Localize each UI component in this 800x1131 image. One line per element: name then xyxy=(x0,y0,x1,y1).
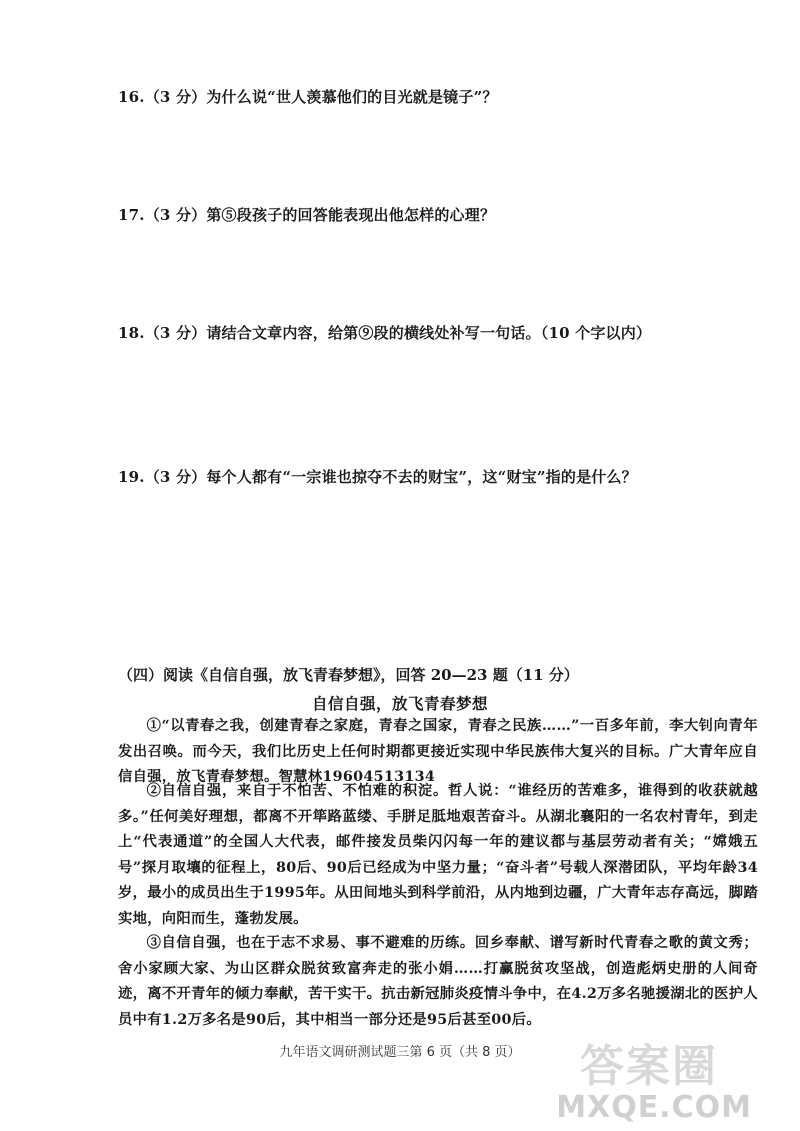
page-footer: 九年语文调研测试题三第 6 页（共 8 页） xyxy=(279,1045,521,1060)
section-heading: （四）阅读《自信自强，放飞青春梦想》，回答 20—23 题（11 分） xyxy=(118,666,579,684)
paragraph-3: ③自信自强，也在于志不求易、事不避难的历练。回乡奉献、谱写新时代青春之歌的黄文秀；舍小家顾大家、为山区群众脱贫致富奔走的张小娟……打赢脱贫攻坚战，创造彪炳史册的人间奇迹，离不开青年的倾力奉献，苦干实干。抗击新冠肺炎疫情斗争中，在4.2万多名驰援湖北的医护人员中有1.2万多名是90后，其中相当一部分还是95后甚至00后。 xyxy=(118,935,758,1028)
paragraph-2: ②自信自强，来自于不怕苦、不怕难的积淀。哲人说：“谁经历的苦难多，谁得到的收获就越多。”任何美好理想，都离不开筚路蓝缕、手胼足胝地艰苦奋斗。从湖北襄阳的一名农村青年，到走上“代表通道”的全国人大代表，邮件接发员柴闪闪每一年的建议都与基层劳动者有关；“嫦娥五号”探月取壤的征程上，80后、90后已经成为中坚力量；“奋斗者”号载人深潜团队，平均年龄34岁，最小的成员出生于1995年。从田间地头到科学前沿，从内地到边疆，广大青年志存高远，脚踏实地，向阳而生，蓬勃发展。 xyxy=(118,783,758,927)
watermark-logo: 答案圈 xyxy=(580,1041,718,1092)
question-16: 16.（3 分）为什么说“世人羡慕他们的目光就是镜子”？ xyxy=(118,88,498,106)
question-18: 18.（3 分）请结合文章内容，给第⑨段的横线处补写一句话。（10 个字以内） xyxy=(118,324,652,342)
question-19: 19.（3 分）每个人都有“一宗谁也掠夺不去的财宝”，这“财宝”指的是什么？ xyxy=(118,468,637,486)
question-17: 17.（3 分）第⑤段孩子的回答能表现出他怎样的心理？ xyxy=(118,206,496,224)
watermark-url: MXQE.COM xyxy=(556,1090,752,1125)
article-title: 自信自强，放飞青春梦想 xyxy=(311,694,488,713)
paragraph-1: ①“以青春之我，创建青春之家庭，青春之国家，青春之民族……”一百多年前，李大钊向青年发出召唤。而今天，我们比历史上任何时期都更接近实现中华民族伟大复兴的目标。广大青年应自信自强，放飞青春梦想。智慧林19604513134 xyxy=(118,718,758,785)
